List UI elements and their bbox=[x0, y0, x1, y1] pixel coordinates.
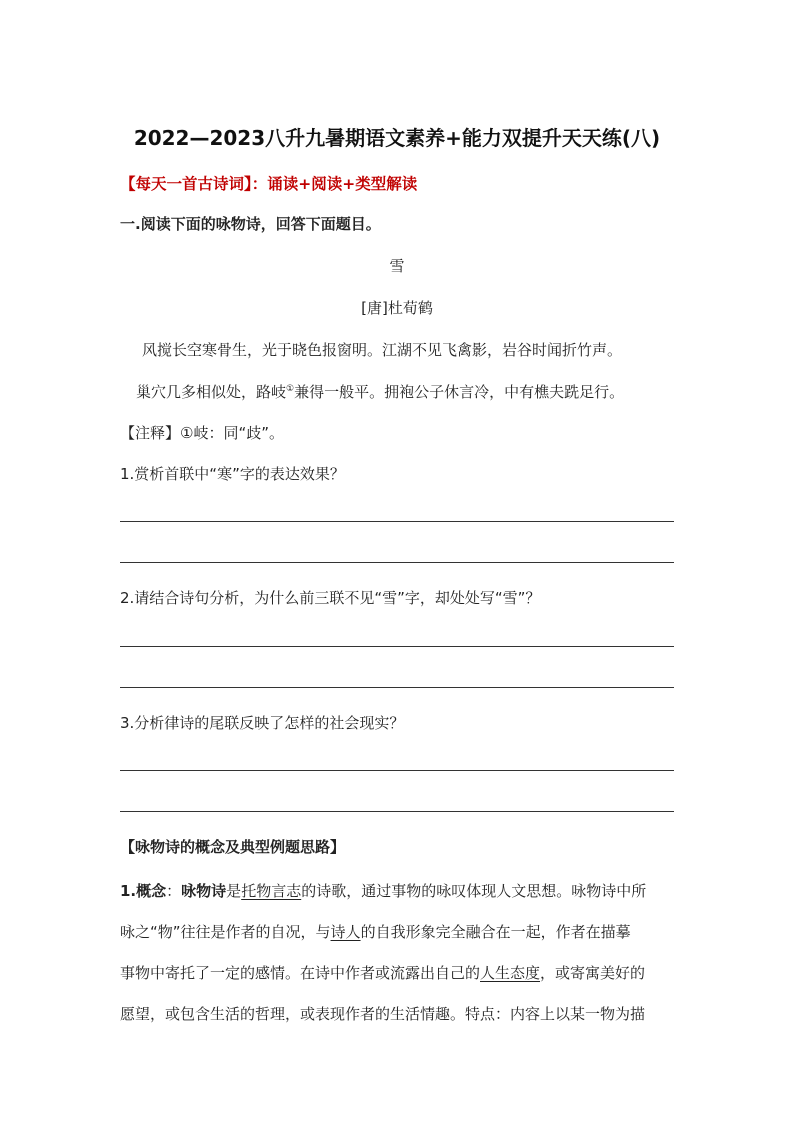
page-title: 2022—2023八升九暑期语文素养+能力双提升天天练(八) bbox=[133, 126, 661, 150]
footnote-marker: ① bbox=[286, 384, 295, 394]
question-1: 1.赏析首联中“寒”字的表达效果？ bbox=[120, 465, 345, 483]
concept-paragraph-line-3 bbox=[120, 962, 645, 983]
poem-line-2-end: 兼得一般平。拥袍公子休言冷，中有樵夫跣足行。 bbox=[294, 383, 625, 401]
underlined-term: 人生态度 bbox=[480, 964, 541, 982]
poem-author: [唐]杜荀鹤 bbox=[361, 299, 433, 317]
concept-paragraph-line-2 bbox=[120, 921, 631, 942]
underlined-term: 托物言志 bbox=[241, 882, 302, 900]
answer-line bbox=[120, 811, 674, 812]
concept-text: 咏之“物”往往是作者的自况，与 bbox=[120, 923, 331, 941]
concept-colon: ： bbox=[166, 882, 182, 900]
poem-line-2-start: 巢穴几多相似处，路岐 bbox=[136, 383, 287, 401]
poem-line-1: 风搅长空寒骨生，光于晓色报窗明。江湖不见飞禽影，岩谷时闻折竹声。 bbox=[142, 341, 623, 359]
concept-section-header: 【咏物诗的概念及典型例题思路】 bbox=[120, 838, 346, 856]
question-2: 2.请结合诗句分析，为什么前三联不见“雪”字，却处处写“雪”？ bbox=[120, 589, 541, 607]
section-header-daily-poem: 【每天一首古诗词】：诵读+阅读+类型解读 bbox=[120, 175, 418, 193]
annotation-note: 【注释】①岐：同“歧”。 bbox=[120, 424, 284, 442]
poem-line-2 bbox=[136, 381, 624, 402]
concept-paragraph-line-4: 愿望，或包含生活的哲理，或表现作者的生活情趣。特点：内容上以某一物为描 bbox=[120, 1005, 646, 1023]
answer-line bbox=[120, 687, 674, 688]
concept-label: 1.概念 bbox=[120, 882, 167, 900]
underlined-term: 诗人 bbox=[330, 923, 361, 941]
answer-line bbox=[120, 521, 674, 522]
concept-text: ，或寄寓美好的 bbox=[540, 964, 646, 982]
question-3: 3.分析律诗的尾联反映了怎样的社会现实？ bbox=[120, 714, 405, 732]
question-heading: 一.阅读下面的咏物诗，回答下面题目。 bbox=[120, 215, 381, 233]
concept-text: 的自我形象完全融合在一起，作者在描摹 bbox=[360, 923, 631, 941]
poem-title: 雪 bbox=[389, 257, 405, 275]
concept-text: 的诗歌，通过事物的咏叹体现人文思想。咏物诗中所 bbox=[301, 882, 647, 900]
answer-line bbox=[120, 646, 674, 647]
answer-line bbox=[120, 562, 674, 563]
concept-term: 咏物诗 bbox=[181, 882, 227, 900]
concept-text: 事物中寄托了一定的感情。在诗中作者或流露出自己的 bbox=[120, 964, 481, 982]
concept-text: 是 bbox=[226, 882, 242, 900]
answer-line bbox=[120, 770, 674, 771]
concept-paragraph-line-1 bbox=[120, 880, 646, 901]
